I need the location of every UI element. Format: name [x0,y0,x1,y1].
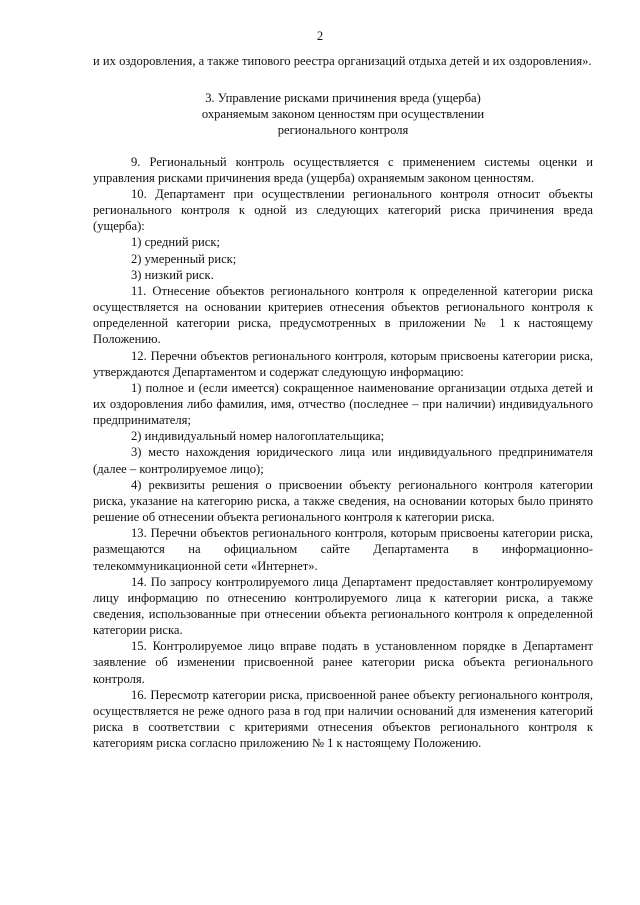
section-heading-line: регионального контроля [277,123,409,138]
list-item: 3) низкий риск. [131,267,214,282]
section-heading-line: 3. Управление рисками причинения вреда (ущерба) [205,91,481,106]
paragraph-10: 10. Департамент при осуществлении регионального контроля относит объекты регионального контроля к одной из следующих категорий риска причинения вреда (ущерба): [93,186,593,234]
section-heading [93,90,593,138]
page-number: 2 [316,29,324,43]
list-item: 2) индивидуальный номер налогоплательщика; [131,429,385,444]
paragraph-11: 11. Отнесение объектов регионального контроля к определенной категории риска осуществляется на основании критериев отнесения объектов регионального контроля к определенной категории риска, предусмотренных в приложении № 1 к настоящему Положению. [93,283,593,347]
list-item: 2) умеренный риск; [131,251,237,266]
intro-paragraph: и их оздоровления, а также типового реестра организаций отдыха детей и их оздоровления». [93,54,592,68]
paragraph-12: 12. Перечни объектов регионального контроля, которым присвоены категории риска, утверждаются Департаментом и содержат следующую информацию: [93,348,593,379]
paragraph-16: 16. Пересмотр категории риска, присвоенной ранее объекту регионального контроля, осуществляется не реже одного раза в год при наличии оснований для изменения категорий риска в соответствии с критериями отнесения объектов регионального контроля к категориям риска согласно приложению № 1 к настоящему Положению. [93,687,593,751]
paragraph-14: 14. По запросу контролируемого лица Департамент предоставляет контролируемому лицу информацию по отнесению контролируемого лица к категории риска, а также сведения, использованные при отнесении объекта регионального контроля к определенной категории риска. [93,574,593,638]
document-body [93,53,593,751]
list-item: 3) место нахождения юридического лица или индивидуального предпринимателя (далее – контролируемое лицо); [93,445,593,476]
list-item: 1) средний риск; [131,235,220,250]
list-item: 4) реквизиты решения о присвоении объекту регионального контроля категории риска, указание на категорию риска, а также сведения, на основании которых было принято решение об отнесении объекта регионального контроля к категории риска. [93,477,593,525]
paragraph-15: 15. Контролируемое лицо вправе подать в установленном порядке в Департамент заявление об изменении присвоенной ранее категории риска объекта регионального контроля. [93,639,593,686]
paragraph-13: 13. Перечни объектов регионального контроля, которым присвоены категории риска, размещаются на официальном сайте Департамента в информационно-телекоммуникационной сети «Интернет». [93,526,593,573]
list-item: 1) полное и (если имеется) сокращенное наименование организации отдыха детей и их оздоровления либо фамилия, имя, отчество (последнее – при наличии) индивидуального предпринимателя; [93,380,593,428]
section-heading-line: охраняемым законом ценностям при осуществлении [201,107,485,122]
paragraph-9: 9. Региональный контроль осуществляется с применением системы оценки и управления рисками причинения вреда (ущерба) охраняемым законом ценностям. [93,154,593,185]
